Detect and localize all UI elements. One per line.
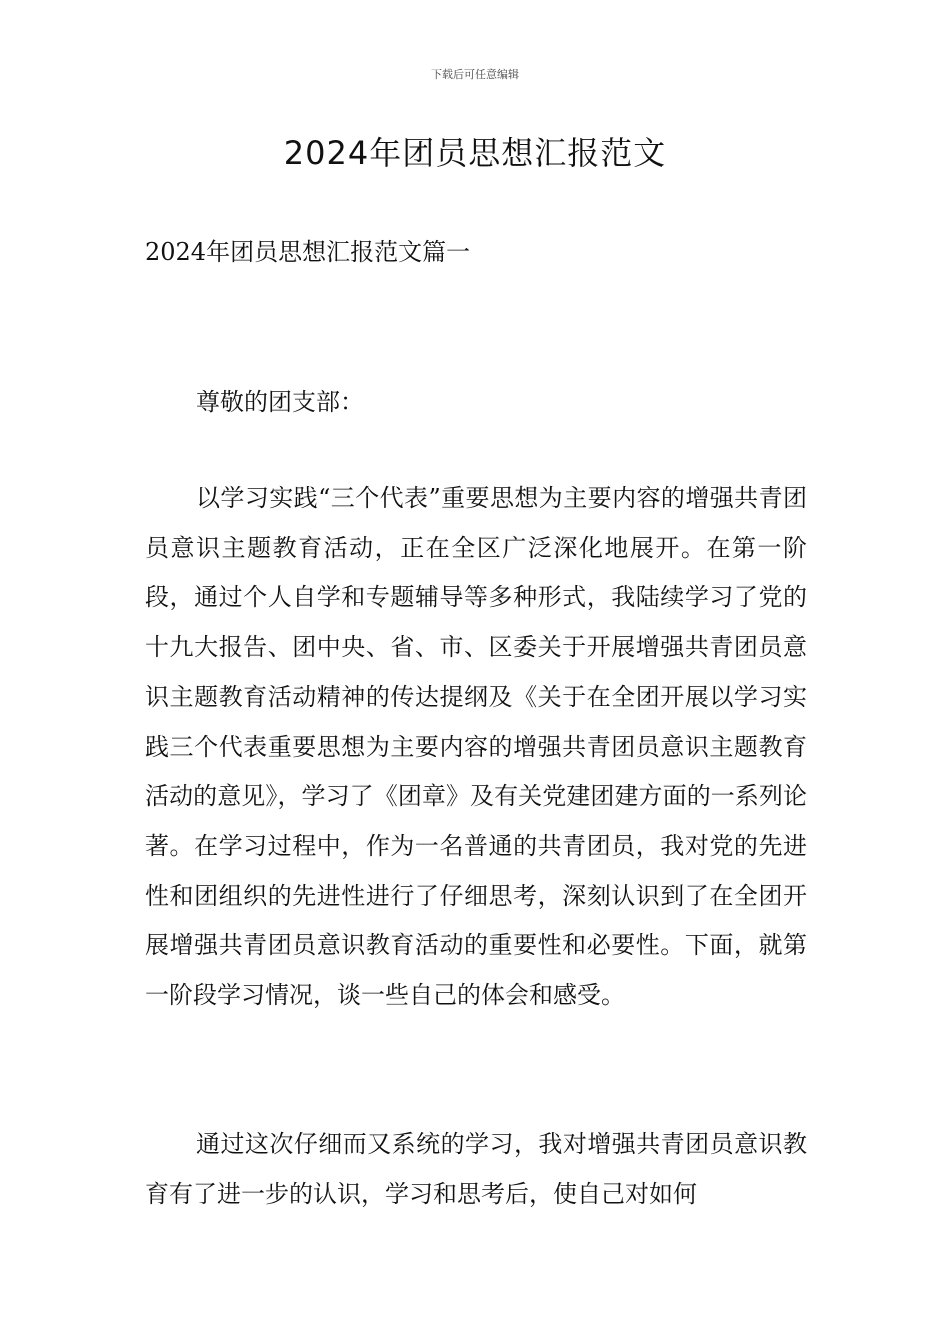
- body-paragraph-1: 以学习实践“三个代表”重要思想为主要内容的增强共青团员意识主题教育活动，正在全区广泛深化地展开。在第一阶段，通过个人自学和专题辅导等多种形式，我陆续学习了党的十九大报告、团中央、省、市、区委关于开展增强共青团员意识主题教育活动精神的传达提纲及《关于在全团开展以学习实践三个代表重要思想为主要内容的增强共青团员意识主题教育活动的意见》，学习了《团章》及有关党建团建方面的一系列论著。在学习过程中，作为一名普通的共青团员，我对党的先进性和团组织的先进性进行了仔细思考，深刻认识到了在全团开展增强共青团员意识教育活动的重要性和必要性。下面，就第一阶段学习情况，谈一些自己的体会和感受。: [145, 484, 807, 1010]
- section-heading: 2024年团员思想汇报范文篇一: [145, 238, 471, 266]
- body-paragraph-2: 通过这次仔细而又系统的学习，我对增强共青团员意识教育有了进一步的认识，学习和思考后，使自己对如何: [145, 1130, 807, 1208]
- salutation: 尊敬的团支部：: [196, 388, 364, 416]
- header-note: 下载后可任意编辑: [431, 68, 519, 81]
- document-title: 2024年团员思想汇报范文: [283, 134, 667, 172]
